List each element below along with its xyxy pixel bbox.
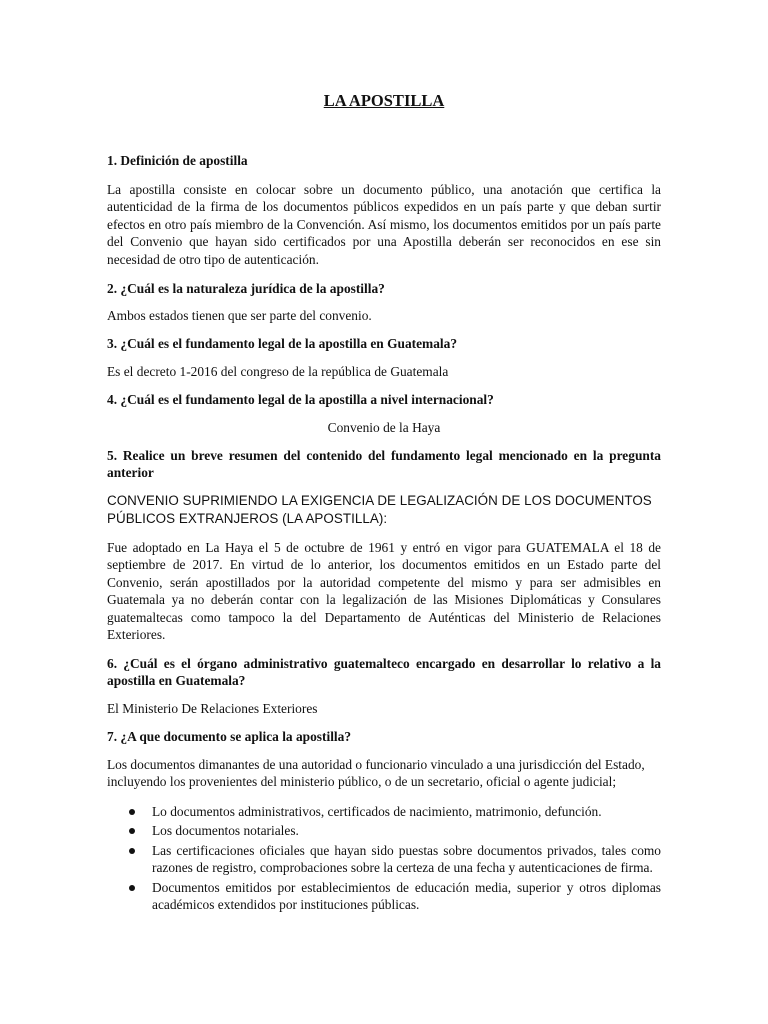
section-1-heading: 1. Definición de apostilla	[107, 153, 248, 168]
list-item-text: Las certificaciones oficiales que hayan sido puestas sobre documentos privados, tales como razones de registro, comprobaciones sobre la certeza de una fecha y autenticaciones de firma.	[152, 842, 661, 876]
section-3-heading: 3. ¿Cuál es el fundamento legal de la apostilla en Guatemala?	[107, 336, 458, 351]
page-title: LA APOSTILLA	[323, 91, 445, 110]
list-item-text: Lo documentos administrativos, certificados de nacimiento, matrimonio, defunción.	[152, 804, 602, 819]
section-5-subtitle: CONVENIO SUPRIMIENDO LA EXIGENCIA DE LEGALIZACIÓN DE LOS DOCUMENTOS PÚBLICOS EXTRANJEROS (LA APOSTILLA):	[107, 493, 652, 526]
section-6-heading: 6. ¿Cuál es el órgano administrativo guatemalteco encargado en desarrollar lo relativo a la apostilla en Guatemala?	[107, 656, 661, 689]
section-4-body: Convenio de la Haya	[327, 420, 441, 435]
list-item-text: Los documentos notariales.	[152, 823, 299, 839]
bullet-icon	[129, 848, 135, 854]
section-7-heading: 7. ¿A que documento se aplica la apostilla?	[107, 729, 352, 744]
list-item	[107, 879, 661, 914]
list-item	[107, 842, 661, 877]
bullet-icon	[129, 809, 135, 815]
document-types-list	[107, 803, 661, 913]
section-1-body: La apostilla consiste en colocar sobre un documento público, una anotación que certifica la autenticidad de la firma de los documentos públicos expedidos en un país parte y que deban surtir efectos en otro país miembro de la Convención. Así mismo, los documentos emitidos por un país parte del Convenio que hayan sido certificados por una Apostilla deberán ser reconocidos en ese sin necesidad de otro tipo de autenticación.	[107, 182, 661, 267]
section-4-heading: 4. ¿Cuál es el fundamento legal de la apostilla a nivel internacional?	[107, 392, 494, 407]
list-item	[107, 822, 661, 839]
list-item	[107, 803, 661, 820]
section-5-body: Fue adoptado en La Haya el 5 de octubre de 1961 y entró en vigor para GUATEMALA el 18 de septiembre de 2017. En virtud de lo anterior, los documentos emitidos en un Estado parte del Convenio, serán apostillados por la autoridad competente del mismo y para ser admisibles en Guatemala ya no deberán contar con la legalización de las Misiones Diplomáticas y Consulares guatemaltecas como tampoco la del Departamento de Auténticas del Ministerio de Relaciones Exteriores.	[107, 540, 661, 643]
list-item-text: Documentos emitidos por establecimientos de educación media, superior y otros diplomas académicos extendidos por instituciones públicas.	[152, 879, 661, 913]
bullet-icon	[129, 885, 135, 891]
section-6-body: El Ministerio De Relaciones Exteriores	[107, 701, 318, 716]
section-3-body: Es el decreto 1-2016 del congreso de la república de Guatemala	[107, 364, 449, 379]
section-2-heading: 2. ¿Cuál es la naturaleza jurídica de la apostilla?	[107, 281, 385, 296]
bullet-icon	[129, 828, 135, 834]
section-5-heading: 5. Realice un breve resumen del contenido del fundamento legal mencionado en la pregunta anterior	[107, 448, 661, 481]
section-7-body: Los documentos dimanantes de una autoridad o funcionario vinculado a una jurisdicción del Estado, incluyendo los provenientes del ministerio público, o de un secretario, oficial o agente judicial;	[107, 757, 645, 790]
section-2-body: Ambos estados tienen que ser parte del convenio.	[107, 308, 372, 323]
